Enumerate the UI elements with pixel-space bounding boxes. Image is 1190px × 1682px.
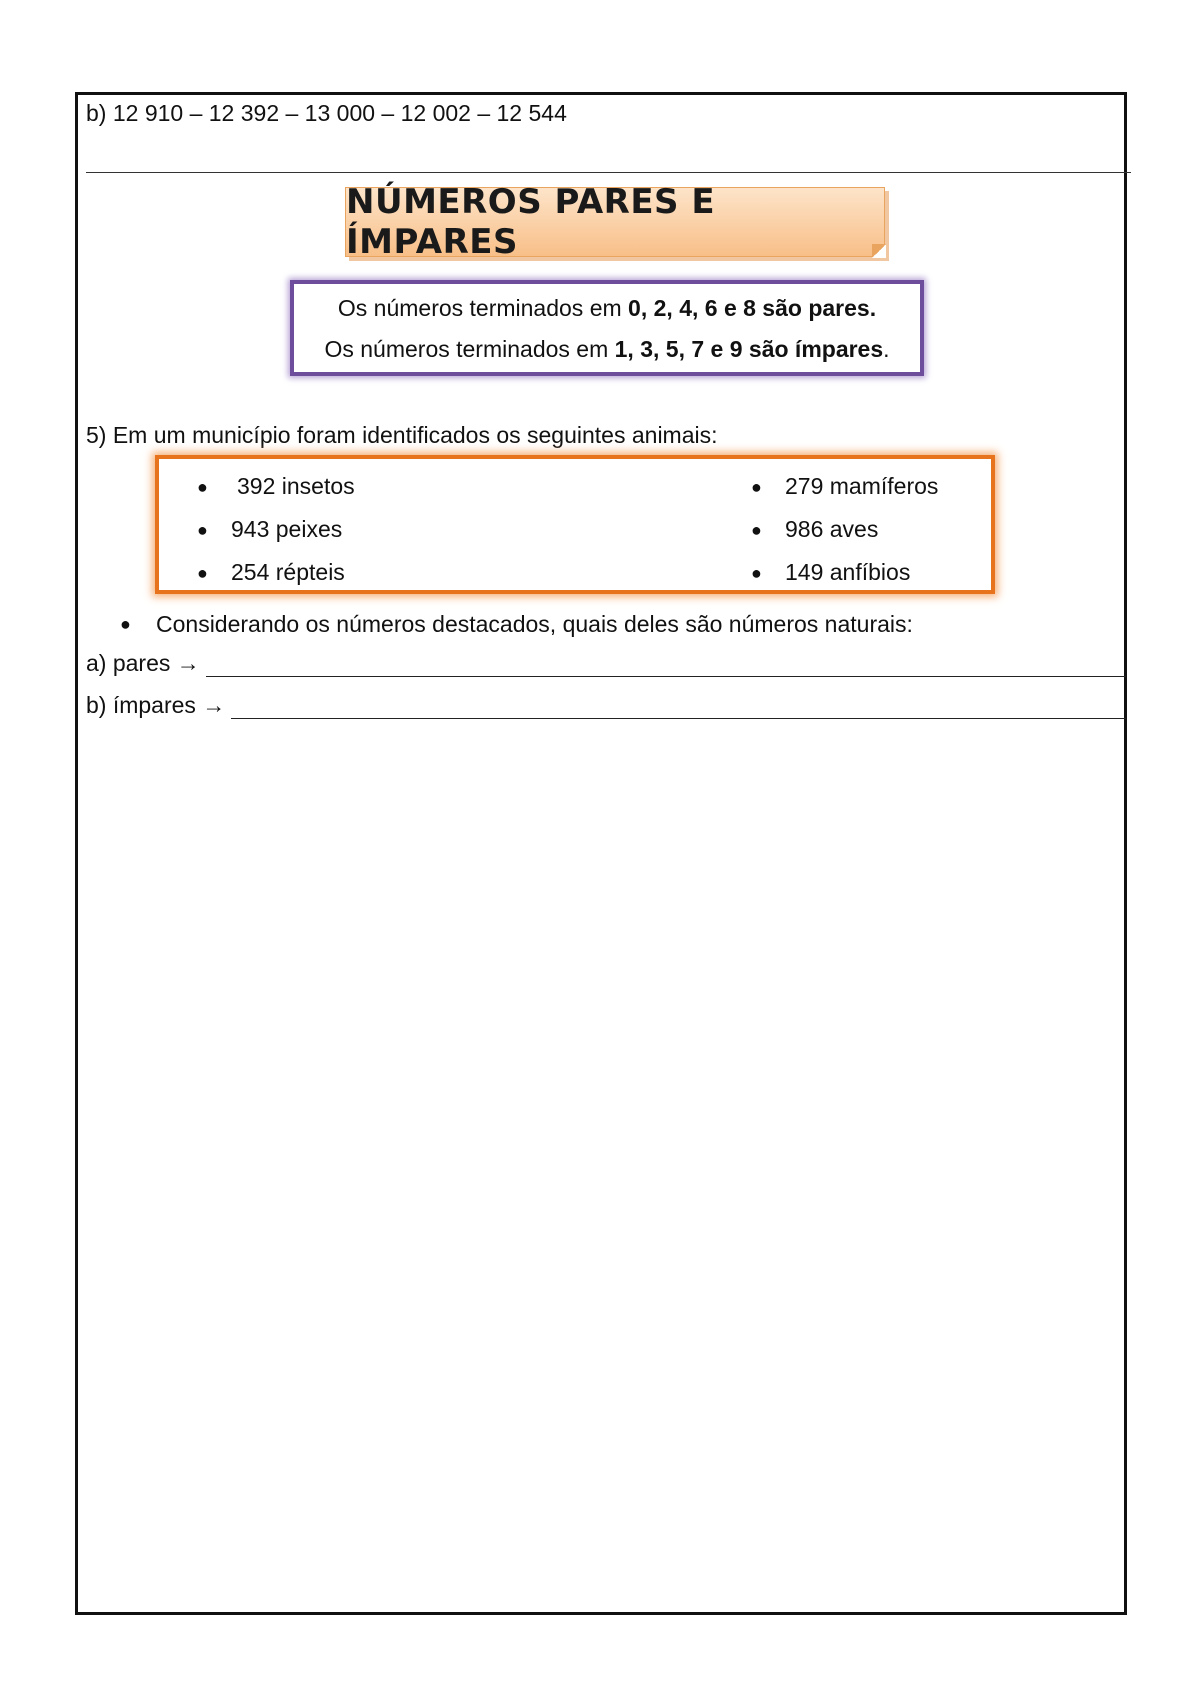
answer-blank-pares[interactable]	[206, 656, 1126, 677]
rule-odd-suffix: .	[883, 336, 890, 362]
bullet-icon: ●	[197, 520, 208, 540]
rule-box	[290, 280, 924, 376]
rule-even-text: Os números terminados em	[337, 295, 629, 321]
answer-label-impares: b) ímpares →	[86, 692, 226, 718]
animal-item: 149 anfíbios	[785, 559, 911, 585]
consider-instruction: Considerando os números destacados, quais deles são números naturais:	[156, 611, 913, 637]
bullet-icon: ●	[197, 563, 208, 583]
bullet-icon: ●	[197, 477, 208, 497]
rule-odd	[294, 329, 920, 370]
page-title: NÚMEROS PARES E ÍMPARES	[346, 182, 716, 262]
question-5-prompt: 5) Em um município foram identificados os seguintes animais:	[86, 422, 718, 448]
rule-even	[294, 288, 920, 329]
title-banner	[345, 182, 885, 262]
animal-item: 392 insetos	[237, 473, 355, 499]
rule-odd-text: Os números terminados em	[324, 336, 615, 362]
rule-even-bold: 0, 2, 4, 6 e 8 são pares.	[628, 295, 877, 321]
bullet-icon: ●	[751, 520, 762, 540]
bullet-icon: ●	[751, 477, 762, 497]
answer-row-impares	[86, 692, 1126, 719]
animal-item: 943 peixes	[231, 516, 343, 542]
answer-line-separator	[86, 172, 1131, 173]
answer-blank-impares[interactable]	[231, 698, 1126, 719]
answer-row-pares	[86, 650, 1126, 677]
answer-label-pares: a) pares →	[86, 650, 200, 676]
exercise-b-sequence: b) 12 910 – 12 392 – 13 000 – 12 002 – 12 544	[86, 100, 567, 126]
bullet-icon: ●	[120, 614, 131, 634]
animal-item: 254 répteis	[231, 559, 345, 585]
bullet-icon: ●	[751, 563, 762, 583]
animal-list-box	[155, 455, 995, 594]
rule-odd-bold: 1, 3, 5, 7 e 9 são ímpares	[614, 336, 884, 362]
animal-item: 279 mamíferos	[785, 473, 939, 499]
animal-item: 986 aves	[785, 516, 879, 542]
